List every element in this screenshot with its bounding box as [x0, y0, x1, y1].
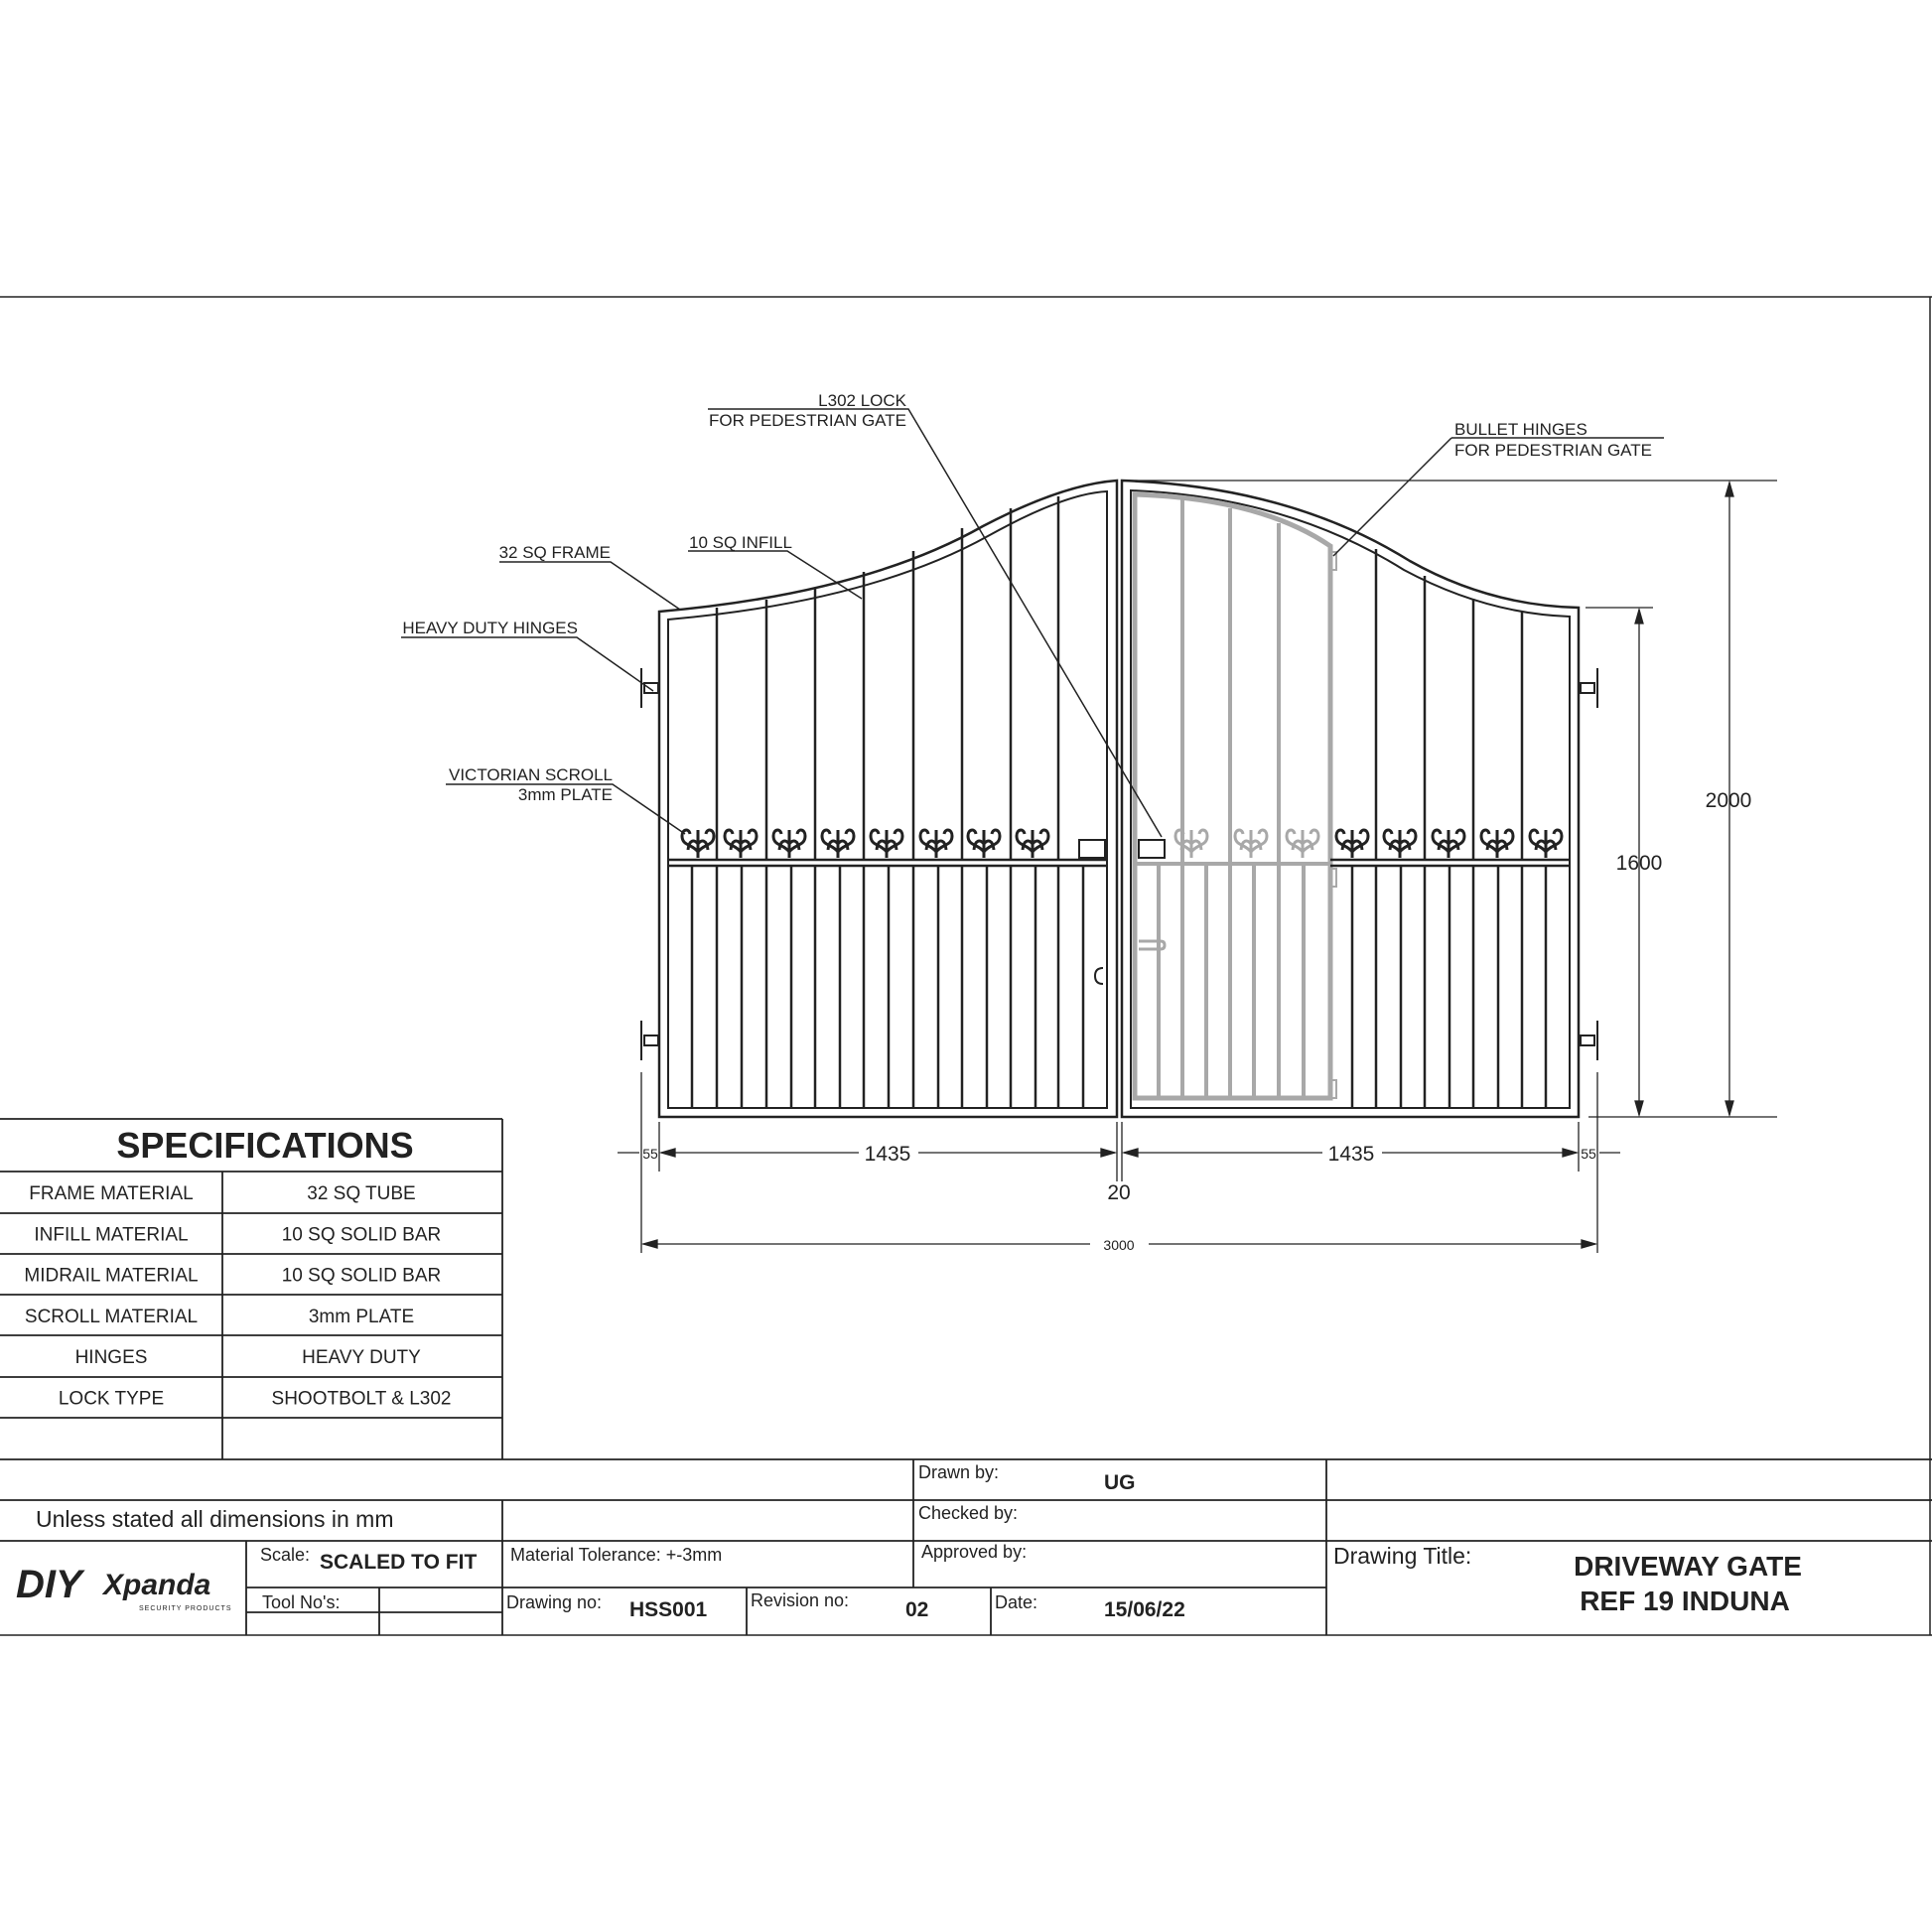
- spec-row-name: INFILL MATERIAL: [34, 1224, 189, 1246]
- specifications-rows: [24, 1183, 451, 1410]
- pedestrian-gate-bars: [1135, 499, 1330, 1098]
- drawing-no-value: HSS001: [629, 1598, 708, 1621]
- gate-elevation: [641, 481, 1597, 1117]
- scroll-ornament: [1530, 830, 1562, 858]
- spec-row-value: 10 SQ SOLID BAR: [281, 1224, 442, 1246]
- date-value: 15/06/22: [1104, 1598, 1185, 1621]
- scroll-label-line2: 3mm PLATE: [517, 785, 613, 804]
- drawing-title-line1: DRIVEWAY GATE: [1574, 1551, 1802, 1582]
- right-lower-bars: [1352, 866, 1546, 1108]
- scroll-ornament: [1175, 830, 1207, 858]
- dim-side-height: 1600: [1615, 852, 1663, 875]
- scroll-ornament: [1287, 830, 1318, 858]
- spec-row-value: 3mm PLATE: [308, 1306, 415, 1327]
- specifications-title: SPECIFICATIONS: [116, 1125, 414, 1166]
- revision-label: Revision no:: [751, 1590, 850, 1610]
- pedestrian-handle: [1139, 941, 1165, 949]
- drop-bolt-handle: [1095, 968, 1103, 984]
- dim-end-left: 55: [642, 1146, 658, 1162]
- right-leaf-frame: [1122, 481, 1579, 1117]
- date-label: Date:: [995, 1592, 1038, 1612]
- pedestrian-gate-frame: [1135, 494, 1330, 1098]
- scroll-ornament: [968, 830, 1000, 858]
- scroll-ornament: [725, 830, 757, 858]
- scroll-ornament: [1433, 830, 1464, 858]
- dim-right-leaf-width: 1435: [1327, 1143, 1375, 1166]
- spec-row-name: HINGES: [74, 1347, 148, 1369]
- scroll-ornament: [871, 830, 902, 858]
- drawing-no-label: Drawing no:: [506, 1592, 603, 1612]
- checked-by-label: Checked by:: [918, 1503, 1019, 1523]
- right-upper-bars: [1376, 549, 1522, 860]
- spec-row-value: HEAVY DUTY: [302, 1347, 421, 1369]
- dim-overall-width: 3000: [1103, 1237, 1135, 1253]
- approved-by-label: Approved by:: [921, 1542, 1028, 1562]
- drawn-by-value: UG: [1104, 1471, 1136, 1494]
- lock-label-line1: L302 LOCK: [818, 391, 906, 410]
- scroll-ornament: [773, 830, 805, 858]
- left-lower-bars: [692, 866, 1083, 1108]
- scroll-ornament: [1481, 830, 1513, 858]
- spec-row-name: LOCK TYPE: [58, 1388, 165, 1410]
- scale-value: SCALED TO FIT: [320, 1551, 478, 1574]
- frame-label: 32 SQ FRAME: [498, 543, 611, 562]
- scroll-ornament: [920, 830, 952, 858]
- bullet-label-line2: FOR PEDESTRIAN GATE: [1454, 441, 1652, 460]
- spec-row-value: 32 SQ TUBE: [307, 1183, 416, 1204]
- dim-overall-height: 2000: [1705, 789, 1752, 812]
- spec-row-value: 10 SQ SOLID BAR: [281, 1265, 442, 1287]
- drawn-by-label: Drawn by:: [918, 1462, 1000, 1482]
- drawing-title-label: Drawing Title:: [1333, 1543, 1472, 1569]
- dim-end-right: 55: [1581, 1146, 1596, 1162]
- midrail: [668, 860, 1570, 866]
- scroll-ornament: [1235, 830, 1267, 858]
- scroll-ornament: [1336, 830, 1368, 858]
- heavy-duty-hinges: [641, 668, 1597, 1060]
- scale-label: Scale:: [260, 1545, 311, 1565]
- spec-row-name: MIDRAIL MATERIAL: [24, 1265, 199, 1287]
- logo-part2: Xpanda: [103, 1569, 211, 1601]
- spec-row-name: FRAME MATERIAL: [29, 1183, 194, 1204]
- lock-box: [1079, 840, 1105, 858]
- sheet-border: [0, 297, 1932, 1635]
- material-tolerance: Material Tolerance: +-3mm: [510, 1545, 723, 1565]
- revision-value: 02: [905, 1598, 929, 1621]
- scroll-ornament: [1017, 830, 1048, 858]
- drawing-title-line2: REF 19 INDUNA: [1580, 1586, 1790, 1616]
- spec-row-value: SHOOTBOLT & L302: [271, 1388, 452, 1410]
- dim-left-leaf-width: 1435: [864, 1143, 911, 1166]
- company-logo: [16, 1563, 232, 1612]
- units-note: Unless stated all dimensions in mm: [36, 1506, 394, 1532]
- scroll-ornament: [682, 830, 714, 858]
- pedestrian-lock-box: [1139, 840, 1165, 858]
- scroll-ornament: [1384, 830, 1416, 858]
- bullet-label-line1: BULLET HINGES: [1454, 420, 1587, 439]
- scroll-ornament: [822, 830, 854, 858]
- lock-label-line2: FOR PEDESTRIAN GATE: [709, 411, 906, 430]
- hinges-label: HEAVY DUTY HINGES: [402, 619, 578, 637]
- logo-tagline: SECURITY PRODUCTS: [139, 1605, 232, 1612]
- dim-gap: 20: [1107, 1181, 1131, 1204]
- specifications-table: [0, 1119, 502, 1459]
- spec-row-name: SCROLL MATERIAL: [24, 1306, 199, 1327]
- title-block: [0, 1459, 1932, 1635]
- scroll-label-line1: VICTORIAN SCROLL: [448, 765, 613, 784]
- tool-no-label: Tool No's:: [262, 1592, 341, 1612]
- logo-part1: DIY: [16, 1563, 82, 1606]
- infill-label: 10 SQ INFILL: [689, 533, 792, 552]
- right-leaf-frame-inner: [1131, 490, 1570, 1108]
